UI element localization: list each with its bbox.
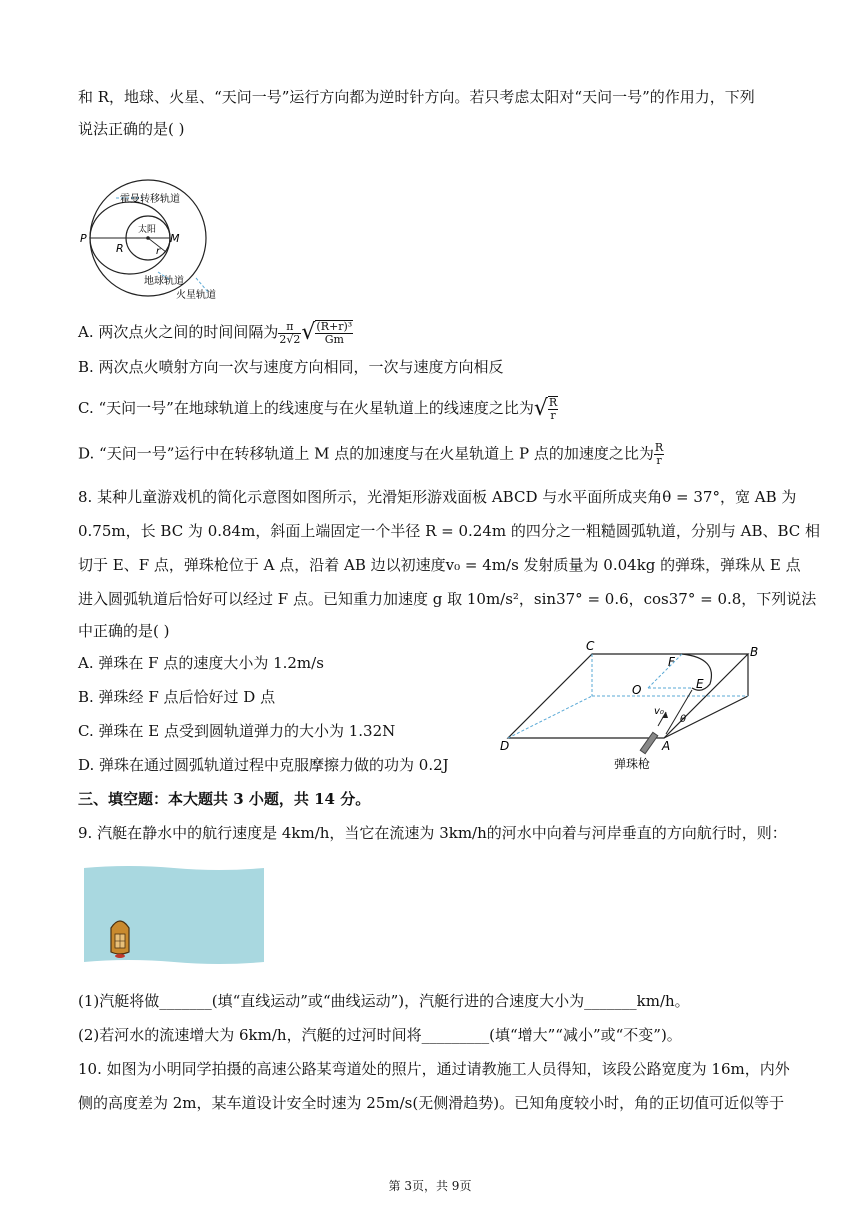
gun-icon [640, 732, 658, 753]
q7-stem-line1: 和 R，地球、火星、“天问一号”运行方向都为逆时针方向。若只考虑太阳对“天问一号”的作用力，下列 [78, 88, 755, 106]
boat-icon [111, 921, 129, 958]
sqrt-sign: √ [301, 320, 316, 345]
q8-option-d: D. 弹珠在通过圆弧轨道过程中克服摩擦力做的功为 0.2J [78, 756, 449, 774]
q8-line5: 中正确的是( ) [78, 622, 170, 640]
svg-text:C: C [586, 639, 595, 653]
svg-text:D: D [500, 739, 510, 753]
q9-part2: (2)若河水的流速增大为 6km/h，汽艇的过河时间将_________(填“增大”“减小”或“不变”)。 [78, 1026, 682, 1044]
q7-option-a-text: A. 两次点火之间的时间间隔为 [78, 323, 279, 341]
label-big-r: R [116, 242, 124, 255]
svg-text:弹珠枪: 弹珠枪 [614, 757, 651, 771]
q7-option-a [78, 320, 353, 346]
game-board-diagram [496, 636, 772, 774]
q8-line4: 进入圆弧轨道后恰好可以经过 F 点。已知重力加速度 g 取 10m/s²，sin37° = 0.6，cos37° = 0.8，下列说法 [78, 590, 817, 608]
label-earth: 地球轨道 [144, 276, 184, 287]
label-transfer: 霍曼转移轨道 [120, 194, 180, 205]
q8-option-c: C. 弹珠在 E 点受到圆轨道弹力的大小为 1.32N [78, 722, 396, 740]
sqrt-sign: √ [533, 396, 548, 421]
q9-stem: 9. 汽艇在静水中的航行速度是 4km/h，当它在流速为 3km/h的河水中向着与河岸垂直的方向航行时，则： [78, 824, 787, 842]
svg-text:θ: θ [680, 714, 687, 725]
q8-line1: 8. 某种儿童游戏机的简化示意图如图所示，光滑矩形游戏面板 ABCD 与水平面所成夹角θ = 37°，宽 AB 为 [78, 488, 797, 506]
q10-line2: 侧的高度差为 2m，某车道设计安全时速为 25m/s(无侧滑趋势)。已知角度较小时，角的正切值可近似等于 [78, 1094, 785, 1112]
q7-option-b: B. 两次点火喷射方向一次与速度方向相同，一次与速度方向相反 [78, 358, 504, 376]
q7-option-a-sqrt: $\frac{\text{(R+r)³}}{Gm}$ [316, 320, 353, 346]
q9-part1: (1)汽艇将做_______(填“直线运动”或“曲线运动”)，汽艇行进的合速度大小为_______km/h。 [78, 992, 690, 1010]
svg-text:v₀: v₀ [654, 706, 664, 717]
label-sun: 太阳 [138, 225, 157, 235]
q8-line3: 切于 E、F 点，弹珠枪位于 A 点，沿着 AB 边以初速度v₀ = 4m/s 发射质量为 0.04kg 的弹珠，弹珠从 E 点 [78, 556, 801, 574]
label-mars: 火星轨道 [176, 290, 216, 301]
page-footer: 第 3页，共 9页 [388, 1179, 472, 1193]
q8-option-b: B. 弹珠经 F 点后恰好过 D 点 [78, 688, 276, 706]
river-diagram [84, 866, 266, 968]
label-small-r: r [156, 246, 161, 257]
orbit-diagram [78, 160, 248, 302]
q7-stem-line2: 说法正确的是( ) [78, 120, 185, 138]
svg-text:E: E [696, 677, 704, 691]
svg-text:B: B [750, 645, 759, 659]
svg-text:F: F [668, 655, 675, 669]
section3-heading: 三、填空题：本大题共 3 小题，共 14 分。 [78, 790, 371, 808]
svg-text:O: O [632, 683, 642, 697]
q7-option-c: C. “天问一号”在地球轨道上的线速度与在火星轨道上的线速度之比为√ $\frac{R}{r}$ [78, 396, 558, 422]
q7-option-d: D. “天问一号”运行中在转移轨道上 M 点的加速度与在火星轨道上 P 点的加速度之比为 $\frac{R}{r}$ [78, 441, 664, 467]
q10-line1: 10. 如图为小明同学拍摄的高速公路某弯道处的照片，通过请教施工人员得知，该段公路宽度为 16m，内外 [78, 1060, 790, 1078]
q8-option-a: A. 弹珠在 F 点的速度大小为 1.2m/s [78, 654, 324, 672]
point-m: M [170, 232, 180, 245]
svg-text:A: A [662, 739, 671, 753]
q8-line2: 0.75m，长 BC 为 0.84m，斜面上端固定一个半径 R = 0.24m 的四分之一粗糙圆弧轨道，分别与 AB、BC 相 [78, 522, 821, 540]
point-p: P [80, 232, 87, 245]
q7-option-a-frac: $\frac{\pi}{2√2}$ [279, 319, 301, 346]
